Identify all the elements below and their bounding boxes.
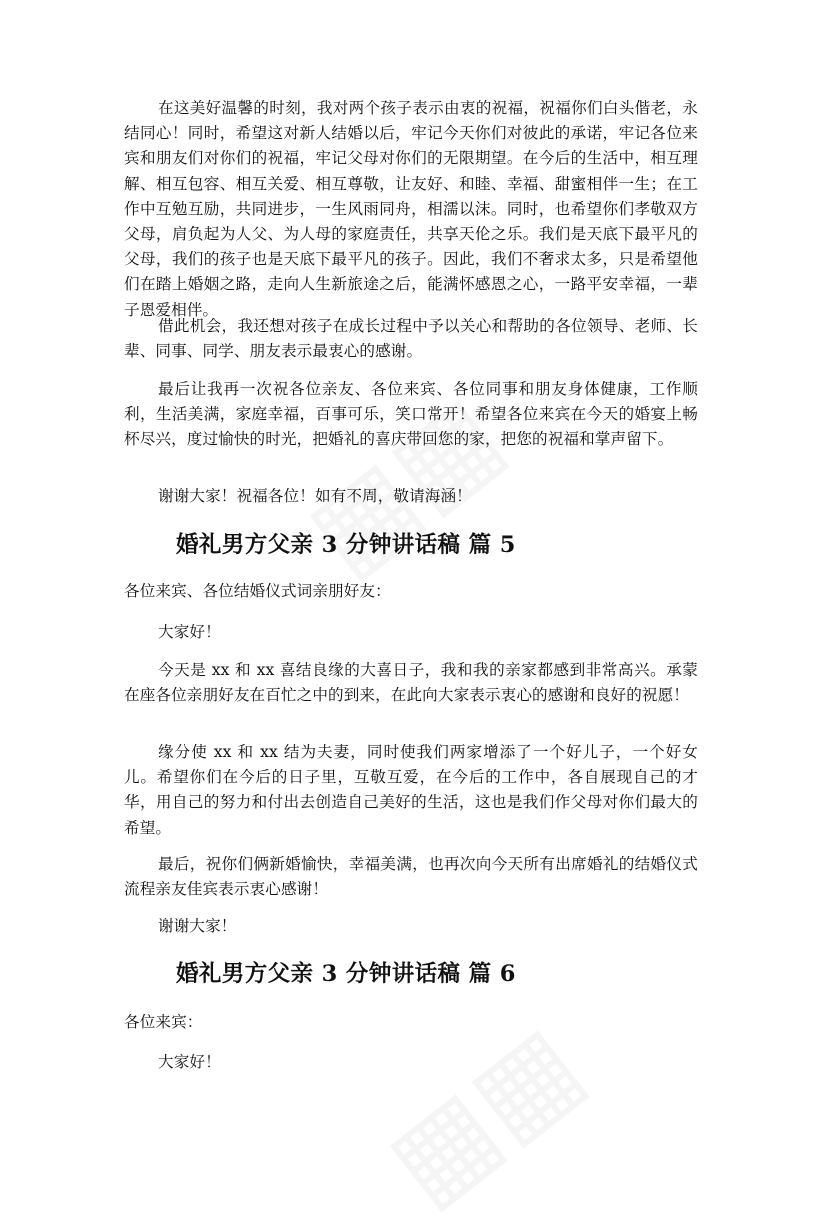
salutation: 各位来宾、各位结婚仪式词亲朋好友： [124, 582, 391, 600]
paragraph: 大家好！ [158, 623, 221, 641]
paragraph: 谢谢大家！祝福各位！如有不周，敬请海涵！ [158, 487, 472, 505]
paragraph: 今天是 xx 和 xx 喜结良缘的大喜日子，我和我的亲家都感到非常高兴。承蒙在座各位亲朋好友在百忙之中的到来，在此向大家表示衷心的感谢和良好的祝愿！ [124, 661, 698, 705]
paragraph: 在这美好温馨的时刻，我对两个孩子表示由衷的祝福，祝福你们白头偕老，永结同心！同时，希望这对新人结婚以后，牢记今天你们对彼此的承诺，牢记各位来宾和朋友们对你们的祝福，牢记父母对你们的无限期望。在今后的生活中，相互理解、相互包容、相互关爱、相互尊敬，让友好、和睦、幸福、甜蜜相伴一生；在工作中互勉互励，共同进步，一生风雨同舟，相濡以沫。同时，也希望你们孝敬双方父母，肩负起为人父、为人母的家庭责任，共享天伦之乐。我们是天底下最平凡的父母，我们的孩子也是天底下最平凡的孩子。因此，我们不奢求太多，只是希望他们在踏上婚姻之路，走向人生新旅途之后，能满怀感恩之心，一路平安幸福，一辈子恩爱相伴。 [124, 99, 698, 319]
salutation: 各位来宾： [124, 1013, 203, 1031]
paragraph: 大家好！ [158, 1053, 221, 1071]
section-heading: 婚礼男方父亲 3 分钟讲话稿 篇 6 [176, 961, 516, 987]
section-heading: 婚礼男方父亲 3 分钟讲话稿 篇 5 [176, 532, 516, 558]
paragraph: 借此机会，我还想对孩子在成长过程中予以关心和帮助的各位领导、老师、长辈、同事、同学、朋友表示最衷心的感谢。 [124, 317, 698, 361]
paragraph: 谢谢大家！ [158, 917, 237, 935]
paragraph: 缘分使 xx 和 xx 结为夫妻，同时使我们两家增添了一个好儿子，一个好女儿。希望你们在今后的日子里，互敬互爱，在今后的工作中，各自展现自己的才华，用自己的努力和付出去创造自己美好的生活，这也是我们作父母对你们最大的希望。 [124, 743, 698, 837]
paragraph: 最后，祝你们俩新婚愉快，幸福美满，也再次向今天所有出席婚礼的结婚仪式流程亲友佳宾表示衷心感谢！ [124, 855, 698, 899]
paragraph: 最后让我再一次祝各位亲友、各位来宾、各位同事和朋友身体健康，工作顺利，生活美满，家庭幸福，百事可乐，笑口常开！希望各位来宾在今天的婚宴上畅杯尽兴，度过愉快的时光，把婚礼的喜庆带回您的家，把您的祝福和掌声留下。 [124, 380, 698, 449]
